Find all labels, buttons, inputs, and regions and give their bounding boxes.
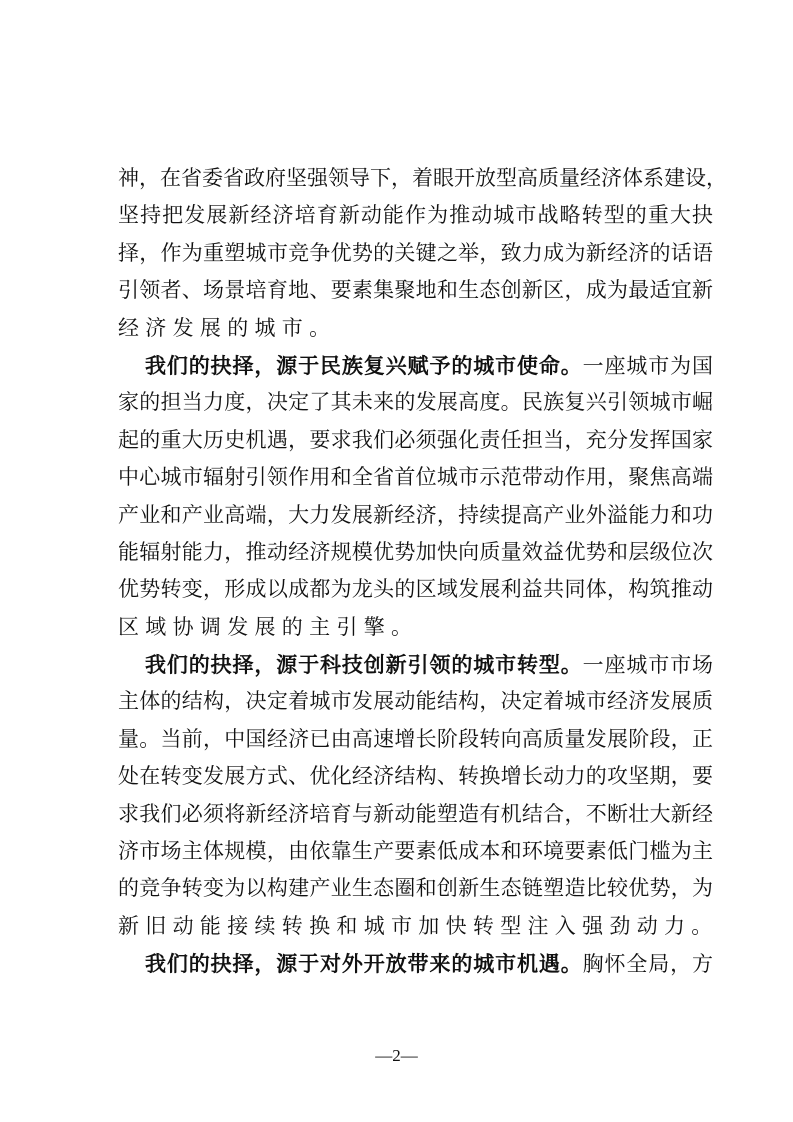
text-line	[118, 870, 713, 907]
text-line	[118, 310, 713, 347]
line-text: 求我们必须将新经济培育与新动能塑造有机结合，不断壮大新经	[118, 801, 713, 826]
line-text: 的竞争转变为以构建产业生态圈和创新生态链塑造比较优势，为	[118, 876, 713, 901]
text-line	[118, 384, 713, 421]
text-line	[118, 534, 713, 571]
line-text: 能辐射能力，推动经济规模优势加快向质量效益优势和层级位次	[118, 539, 713, 564]
line-text: 坚持把发展新经济培育新动能作为推动城市战略转型的重大抉	[118, 203, 713, 228]
paragraph	[118, 160, 727, 347]
text-line	[118, 347, 713, 384]
text-line	[118, 422, 713, 459]
line-text: 择，作为重塑城市竞争优势的关键之举，致力成为新经济的话语	[118, 240, 713, 265]
line-text: 优势转变，形成以成都为龙头的区域发展利益共同体，构筑推动	[118, 577, 713, 602]
text-line	[118, 683, 713, 720]
line-text: 一座城市市场	[582, 653, 714, 678]
line-text: 家的担当力度，决定了其未来的发展高度。民族复兴引领城市崛	[118, 390, 713, 415]
page-number: —2—	[375, 1046, 418, 1065]
line-text: 一座城市为国	[582, 353, 714, 378]
text-line	[118, 721, 713, 758]
line-text: 神，在省委省政府坚强领导下，着眼开放型高质量经济体系建设，	[118, 166, 727, 190]
text-line	[118, 197, 713, 234]
paragraph-lead-sentence: 我们的抉择，源于对外开放带来的城市机遇。	[145, 951, 583, 977]
line-text: 起的重大历史机遇，要求我们必须强化责任担当，充分发挥国家	[118, 427, 713, 452]
line-text: 济市场主体规模，由依靠生产要素低成本和环境要素低门槛为主	[118, 839, 713, 864]
text-line	[118, 571, 713, 608]
text-line	[118, 497, 713, 534]
text-line	[118, 758, 713, 795]
text-line	[118, 908, 719, 945]
text-line	[118, 945, 713, 982]
paragraph	[118, 347, 713, 646]
text-line	[118, 646, 713, 683]
line-text: 引领者、场景培育地、要素集聚地和生态创新区，成为最适宜新	[118, 278, 713, 303]
text-line	[118, 796, 713, 833]
line-text: 中心城市辐射引领作用和全省首位城市示范带动作用，聚焦高端	[118, 465, 713, 490]
paragraph-lead-sentence: 我们的抉择，源于民族复兴赋予的城市使命。	[145, 352, 583, 378]
line-text: 产业和产业高端，大力发展新经济，持续提高产业外溢能力和功	[118, 502, 713, 527]
text-line	[118, 160, 727, 197]
line-text: 处在转变发展方式、优化经济结构、转换增长动力的攻坚期，要	[118, 764, 713, 789]
text-line	[118, 272, 713, 309]
line-text: 新旧动能接续转换和城市加快转型注入强劲动力。	[118, 913, 719, 938]
paragraph-lead-sentence: 我们的抉择，源于科技创新引领的城市转型。	[145, 652, 583, 678]
text-line	[118, 609, 713, 646]
text-line	[118, 833, 713, 870]
line-text: 区域协调发展的主引擎。	[118, 614, 419, 639]
paragraph	[118, 646, 719, 945]
line-text: 经济发展的城市。	[118, 315, 337, 340]
text-line	[118, 459, 713, 496]
line-text: 主体的结构，决定着城市发展动能结构，决定着城市经济发展质	[118, 689, 713, 714]
line-text: 量。当前，中国经济已由高速增长阶段转向高质量发展阶段，正	[118, 726, 713, 751]
line-text: 胸怀全局，方	[582, 952, 714, 977]
document-body	[118, 160, 727, 983]
paragraph	[118, 945, 713, 982]
text-line	[118, 235, 713, 272]
